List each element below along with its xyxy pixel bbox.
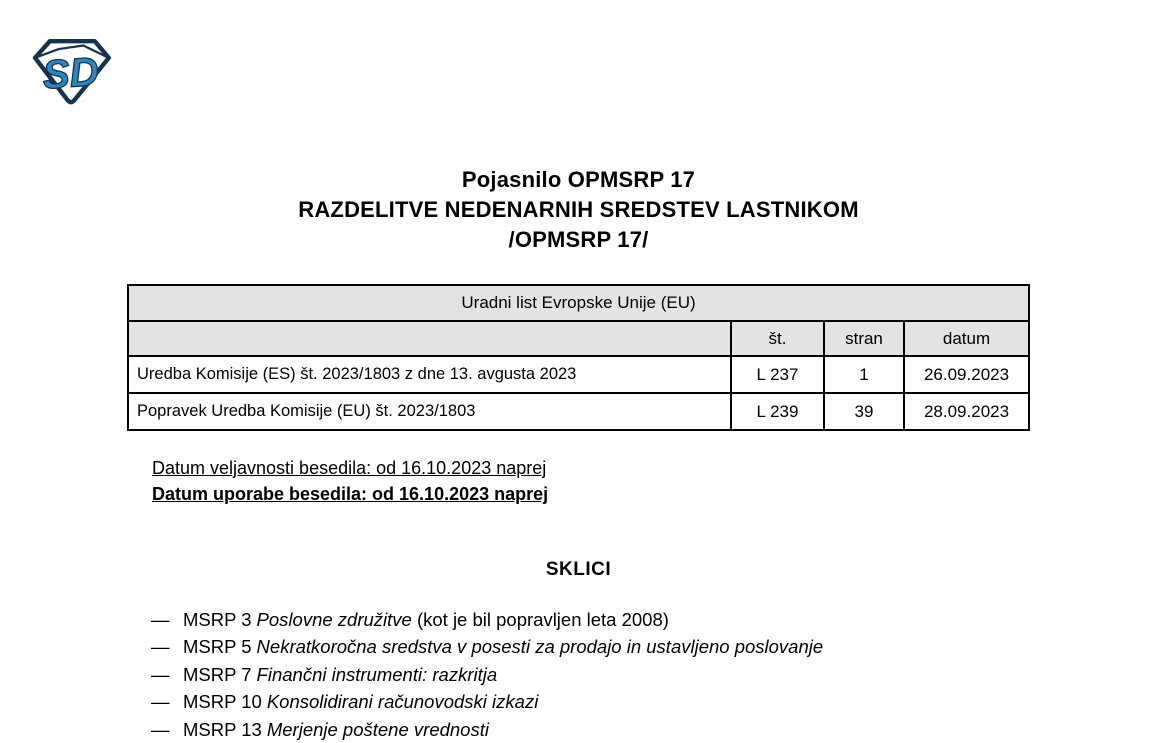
regulation-page: 1 [824,356,904,393]
list-item [151,688,823,715]
dash-bullet: — [151,718,170,740]
title-line-3: /OPMSRP 17/ [508,227,649,252]
official-journal-table [127,284,1030,431]
standard-title: Konsolidirani računovodski izkazi [266,691,539,713]
list-item [151,716,823,743]
regulation-name: Popravek Uredba Komisije (EU) št. 2023/1803 [128,393,731,430]
standard-title: Poslovne združitve [256,609,412,630]
standard-title: Finančni instrumenti: razkritja [256,663,498,685]
sd-logo-letters: SD [41,47,101,98]
dash-bullet: — [151,691,170,713]
application-date-line: Datum uporabe besedila: od 16.10.2023 naprej [152,484,549,504]
table-row [128,356,1029,393]
references-heading: SKLICI [545,559,612,580]
regulation-number: L 237 [731,356,824,393]
table-header-row [128,321,1029,356]
sd-logo [27,35,115,107]
validity-date-line: Datum veljavnosti besedila: od 16.10.2023 naprej [152,458,547,478]
regulation-number: L 239 [731,393,824,430]
standard-title: Merjenje poštene vrednosti [266,718,489,740]
table-header-stran: stran [824,321,904,356]
standard-label: MSRP 7 [183,663,252,685]
list-item [151,633,823,660]
list-item [151,606,823,633]
document-title [0,165,1157,255]
standard-label: MSRP 3 [183,609,252,630]
title-line-2: RAZDELITVE NEDENARNIH SREDSTEV LASTNIKOM [298,197,859,222]
standard-label: MSRP 10 [183,691,262,713]
table-header-datum: datum [904,321,1029,356]
list-item [151,661,823,688]
dash-bullet: — [151,663,170,685]
dash-bullet: — [151,636,170,658]
table-header-empty [128,321,731,356]
regulation-date: 28.09.2023 [904,393,1029,430]
table-header-st: št. [731,321,824,356]
table-row [128,393,1029,430]
standard-suffix: (kot je bil popravljen leta 2008) [411,609,669,630]
validity-dates [152,455,548,507]
standard-label: MSRP 5 [183,636,252,658]
dash-bullet: — [151,609,170,630]
title-line-1: Pojasnilo OPMSRP 17 [461,167,696,192]
table-caption: Uradni list Evropske Unije (EU) [128,285,1029,321]
regulation-name: Uredba Komisije (ES) št. 2023/1803 z dne 13. avgusta 2023 [128,356,731,393]
standard-title: Nekratkoročna sredstva v posesti za prodajo in ustavljeno poslovanje [256,636,824,658]
references-list [151,606,823,743]
standard-label: MSRP 13 [183,718,262,740]
regulation-page: 39 [824,393,904,430]
table-caption-row [128,285,1029,321]
regulation-date: 26.09.2023 [904,356,1029,393]
